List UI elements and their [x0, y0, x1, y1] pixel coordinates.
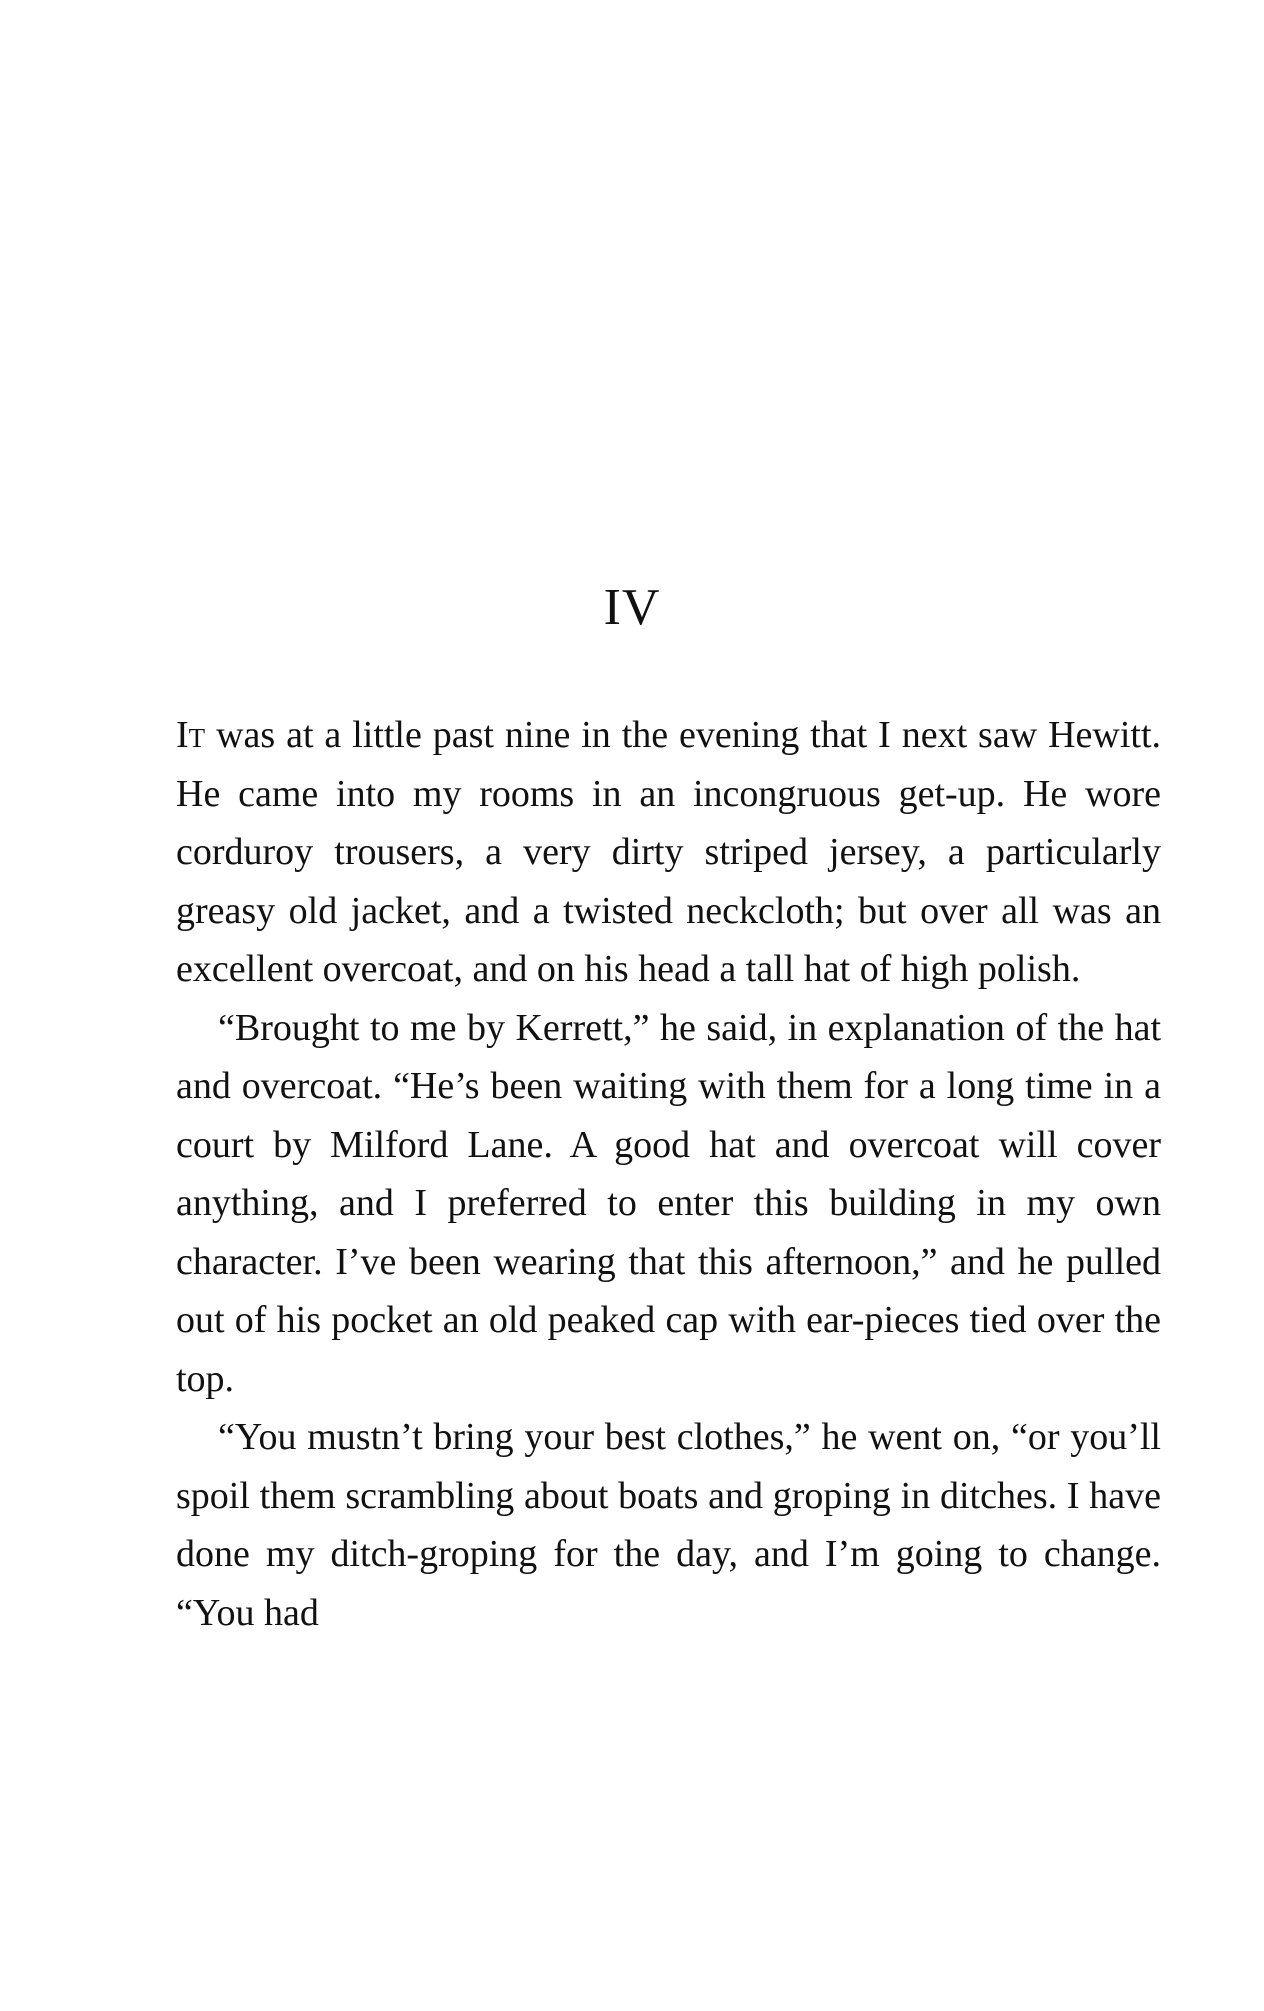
chapter-heading: IV [603, 579, 661, 636]
paragraph-1-lead: It [176, 714, 206, 756]
paragraph-1 [176, 706, 1161, 999]
paragraph-3: “You mustn’t bring your best clothes,” he went on, “or you’ll spoil them scrambling about boats and groping in ditches. I have done my ditch-groping for the day, and I’m going to change. “You had [176, 1416, 1161, 1634]
paragraph-1-text: was at a little past nine in the evening that I next saw Hewitt. He came into my rooms in an incongruous get-up. He wore corduroy trousers, a very dirty striped jersey, a particularly greasy old jacket, and a twisted neckcloth; but over all was an excellent overcoat, and on his head a tall hat of high polish. [176, 714, 1161, 990]
paragraph-2: “Brought to me by Kerrett,” he said, in explanation of the hat and overcoat. “He’s been waiting with them for a long time in a court by Milford Lane. A good hat and overcoat will cover anything, and I preferred to enter this building in my own character. I’ve been wearing that this afternoon,” and he pulled out of his pocket an old peaked cap with ear-pieces tied over the top. [176, 1006, 1161, 1400]
chapter-body [176, 706, 1161, 1642]
